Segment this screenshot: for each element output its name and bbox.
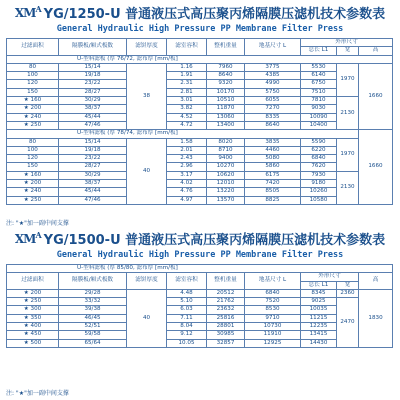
cell-plates: 39/38	[59, 306, 127, 314]
cell-foundation: 10730	[245, 323, 301, 331]
cell-area: ★ 250	[7, 121, 59, 129]
cell-plates: 45/44	[59, 113, 127, 121]
cell-foundation: 9710	[245, 314, 301, 322]
cell-height: 1660	[359, 63, 393, 129]
cell-foundation: 7420	[245, 180, 301, 188]
cell-foundation: 5750	[245, 88, 301, 96]
cell-weight: 11870	[207, 105, 245, 113]
table-row	[7, 88, 393, 96]
table-row	[7, 171, 393, 179]
table-row	[7, 188, 393, 196]
cell-total-length: 14430	[301, 339, 337, 347]
header-outline: 外形尺寸	[301, 39, 393, 47]
cell-area: ★ 450	[7, 331, 59, 339]
cell-width: 2130	[337, 97, 359, 130]
cell-foundation: 8505	[245, 188, 301, 196]
cell-total-length: 10035	[301, 306, 337, 314]
cell-weight: 13400	[207, 121, 245, 129]
cell-area: ★ 240	[7, 188, 59, 196]
cell-area: 80	[7, 138, 59, 146]
cell-weight: 10510	[207, 97, 245, 105]
footnote-1: 注: "★"加一副中间支撑	[6, 220, 69, 227]
cell-foundation: 4385	[245, 72, 301, 80]
table-row	[7, 105, 393, 113]
page-title: YG/1500-U 普通液压式高压聚丙烯隔膜压滤机技术参数表	[43, 232, 386, 248]
cell-area: ★ 350	[7, 314, 59, 322]
header-plates: 隔膜板/厢式板数	[59, 273, 127, 290]
cell-plates: 38/37	[59, 180, 127, 188]
cell-total-length: 8345	[301, 289, 337, 297]
cell-thickness: 40	[127, 138, 167, 204]
header-total-length: 总长 L1	[301, 281, 337, 289]
cell-volume: 2.43	[167, 155, 207, 163]
cell-plates: 47/46	[59, 196, 127, 204]
cell-plates: 52/51	[59, 323, 127, 331]
cell-total-length: 5530	[301, 63, 337, 71]
header-area: 过滤面积	[7, 39, 59, 56]
cell-volume: 3.17	[167, 171, 207, 179]
header-volume: 滤室容积	[167, 39, 207, 56]
table-row	[7, 146, 393, 154]
header-total-length: 总长 L1	[301, 47, 337, 55]
table-row	[7, 339, 393, 347]
cell-weight: 25816	[207, 314, 245, 322]
cell-total-length: 10260	[301, 188, 337, 196]
cell-weight: 10270	[207, 163, 245, 171]
cell-total-length: 6840	[301, 155, 337, 163]
plate-band-2: U-型料滤板 (厚 78/74, 滤布厚 [mm/板]	[7, 130, 359, 138]
brand-logo: $XM^A$	[14, 4, 41, 20]
table-row	[7, 196, 393, 204]
cell-volume: 4.02	[167, 180, 207, 188]
cell-foundation: 3835	[245, 138, 301, 146]
cell-weight: 8710	[207, 146, 245, 154]
table-row	[7, 72, 393, 80]
cell-weight: 9320	[207, 80, 245, 88]
cell-foundation: 6840	[245, 289, 301, 297]
cell-total-length: 6750	[301, 80, 337, 88]
cell-plates: 28/27	[59, 163, 127, 171]
cell-volume: 4.52	[167, 113, 207, 121]
cell-volume: 6.03	[167, 306, 207, 314]
cell-weight: 10170	[207, 88, 245, 96]
cell-area: ★ 200	[7, 180, 59, 188]
cell-plates: 38/37	[59, 105, 127, 113]
cell-plates: 15/14	[59, 63, 127, 71]
cell-total-length: 13415	[301, 331, 337, 339]
cell-foundation: 3775	[245, 63, 301, 71]
cell-foundation: 5080	[245, 155, 301, 163]
cell-foundation: 8640	[245, 121, 301, 129]
header-volume: 滤室容积	[167, 273, 207, 290]
header-width: 宽	[337, 281, 359, 289]
cell-volume: 8.04	[167, 323, 207, 331]
cell-foundation: 8825	[245, 196, 301, 204]
header-height: 高	[359, 47, 393, 55]
table-row	[7, 63, 393, 71]
cell-volume: 4.97	[167, 196, 207, 204]
cell-width: 2360	[337, 289, 359, 297]
cell-total-length: 7930	[301, 171, 337, 179]
cell-weight: 8640	[207, 72, 245, 80]
cell-plates: 28/27	[59, 88, 127, 96]
brand-logo: $XM^A$	[14, 230, 41, 246]
table-row	[7, 138, 393, 146]
cell-total-length: 10580	[301, 196, 337, 204]
table-row	[7, 155, 393, 163]
cell-foundation: 7520	[245, 298, 301, 306]
cell-area: 120	[7, 80, 59, 88]
cell-total-length: 6140	[301, 72, 337, 80]
table-row	[7, 121, 393, 129]
cell-width: 2470	[337, 298, 359, 348]
table-row	[7, 323, 393, 331]
cell-area: ★ 300	[7, 306, 59, 314]
cell-weight: 21762	[207, 298, 245, 306]
header-foundation: 地基尺寸 L	[245, 273, 301, 290]
cell-volume: 1.58	[167, 138, 207, 146]
header-area: 过滤面积	[7, 273, 59, 290]
table-row	[7, 298, 393, 306]
cell-foundation: 4990	[245, 80, 301, 88]
page-subtitle: General Hydraulic High Pressure PP Membrane Filter Press	[56, 24, 344, 34]
spec-sheet-yg1500	[0, 228, 400, 262]
cell-foundation: 8335	[245, 113, 301, 121]
cell-total-length: 7620	[301, 163, 337, 171]
page-subtitle: General Hydraulic High Pressure PP Membrane Filter Press	[56, 250, 344, 260]
cell-weight: 28801	[207, 323, 245, 331]
cell-plates: 15/14	[59, 138, 127, 146]
table-row	[7, 331, 393, 339]
cell-total-length: 11215	[301, 314, 337, 322]
header-outline: 外形尺寸	[301, 273, 359, 281]
title-row	[0, 228, 400, 248]
cell-total-length: 9025	[301, 298, 337, 306]
table-row	[7, 97, 393, 105]
cell-total-length: 6220	[301, 146, 337, 154]
cell-weight: 20512	[207, 289, 245, 297]
cell-area: 120	[7, 155, 59, 163]
header-plates: 隔膜板/厢式板数	[59, 39, 127, 56]
cell-total-length: 7510	[301, 88, 337, 96]
footnote-2: 注: "★"加一副中间支撑	[6, 390, 69, 397]
header-weight: 整机重量	[207, 39, 245, 56]
cell-plates: 47/46	[59, 121, 127, 129]
table-row	[7, 80, 393, 88]
cell-total-length: 9180	[301, 180, 337, 188]
spec-sheet-yg1250	[0, 2, 400, 36]
cell-weight: 13570	[207, 196, 245, 204]
cell-weight: 8020	[207, 138, 245, 146]
cell-foundation: 11910	[245, 331, 301, 339]
cell-plates: 33/32	[59, 298, 127, 306]
cell-width: 1970	[337, 63, 359, 96]
cell-volume: 2.81	[167, 88, 207, 96]
cell-volume: 5.10	[167, 298, 207, 306]
header-weight: 整机重量	[207, 273, 245, 290]
plate-band: U-型料滤板 (厚 85/80, 滤布厚 [mm/板]	[7, 265, 393, 273]
cell-area: ★ 250	[7, 196, 59, 204]
cell-total-length: 10090	[301, 113, 337, 121]
cell-foundation: 5860	[245, 163, 301, 171]
cell-area: ★ 400	[7, 323, 59, 331]
cell-area: ★ 500	[7, 339, 59, 347]
cell-volume: 1.16	[167, 63, 207, 71]
cell-volume: 9.12	[167, 331, 207, 339]
table-row	[7, 314, 393, 322]
table-row	[7, 180, 393, 188]
cell-weight: 12010	[207, 180, 245, 188]
page-title: YG/1250-U 普通液压式高压聚丙烯隔膜压滤机技术参数表	[43, 6, 386, 22]
cell-plates: 23/22	[59, 155, 127, 163]
cell-area: ★ 160	[7, 97, 59, 105]
cell-height: 1660	[359, 130, 393, 205]
cell-total-length: 9030	[301, 105, 337, 113]
header-thickness: 滤饼厚度	[127, 39, 167, 56]
cell-volume: 3.01	[167, 97, 207, 105]
cell-plates: 23/22	[59, 80, 127, 88]
cell-volume: 2.01	[167, 146, 207, 154]
spec-table-yg1250	[6, 38, 393, 205]
cell-area: 150	[7, 163, 59, 171]
cell-volume: 1.91	[167, 72, 207, 80]
cell-plates: 19/18	[59, 72, 127, 80]
cell-plates: 46/45	[59, 314, 127, 322]
header-height: 高	[359, 273, 393, 290]
cell-volume: 3.82	[167, 105, 207, 113]
cell-weight: 13220	[207, 188, 245, 196]
cell-foundation: 12925	[245, 339, 301, 347]
cell-weight: 10620	[207, 171, 245, 179]
cell-area: ★ 160	[7, 171, 59, 179]
header-width: 宽	[337, 47, 359, 55]
header-foundation: 地基尺寸 L	[245, 39, 301, 56]
cell-foundation: 6175	[245, 171, 301, 179]
table-row	[7, 306, 393, 314]
cell-volume: 4.76	[167, 188, 207, 196]
cell-area: ★ 200	[7, 289, 59, 297]
cell-volume: 7.11	[167, 314, 207, 322]
cell-weight: 32857	[207, 339, 245, 347]
cell-weight: 30985	[207, 331, 245, 339]
cell-volume: 2.31	[167, 80, 207, 88]
cell-total-length: 7810	[301, 97, 337, 105]
cell-thickness: 40	[127, 289, 167, 347]
cell-volume: 4.72	[167, 121, 207, 129]
cell-volume: 4.48	[167, 289, 207, 297]
cell-plates: 45/44	[59, 188, 127, 196]
cell-total-length: 10400	[301, 121, 337, 129]
cell-weight: 23632	[207, 306, 245, 314]
table-row	[7, 113, 393, 121]
spec-table-yg1500	[6, 264, 393, 348]
cell-area: ★ 240	[7, 113, 59, 121]
cell-total-length: 12235	[301, 323, 337, 331]
table-row	[7, 163, 393, 171]
cell-weight: 13060	[207, 113, 245, 121]
cell-area: 150	[7, 88, 59, 96]
cell-plates: 30/29	[59, 171, 127, 179]
cell-volume: 2.96	[167, 163, 207, 171]
cell-thickness: 38	[127, 63, 167, 129]
cell-weight: 9400	[207, 155, 245, 163]
title-row	[0, 2, 400, 22]
cell-plates: 19/18	[59, 146, 127, 154]
cell-volume: 10.05	[167, 339, 207, 347]
cell-foundation: 8530	[245, 306, 301, 314]
cell-area: ★ 250	[7, 298, 59, 306]
cell-weight: 7960	[207, 63, 245, 71]
cell-foundation: 7270	[245, 105, 301, 113]
cell-plates: 59/58	[59, 331, 127, 339]
cell-plates: 29/28	[59, 289, 127, 297]
cell-width: 1970	[337, 138, 359, 171]
cell-plates: 65/64	[59, 339, 127, 347]
cell-area: 80	[7, 63, 59, 71]
cell-total-length: 5590	[301, 138, 337, 146]
cell-area: ★ 200	[7, 105, 59, 113]
cell-area: 100	[7, 146, 59, 154]
plate-band-1: U-型料滤板 (厚 76/72, 滤布厚 [mm/板]	[7, 55, 393, 63]
cell-foundation: 6055	[245, 97, 301, 105]
cell-height: 1830	[359, 289, 393, 347]
cell-foundation: 4460	[245, 146, 301, 154]
cell-plates: 30/29	[59, 97, 127, 105]
table-row	[7, 289, 393, 297]
header-thickness: 滤饼厚度	[127, 273, 167, 290]
cell-width: 2130	[337, 171, 359, 204]
cell-area: 100	[7, 72, 59, 80]
